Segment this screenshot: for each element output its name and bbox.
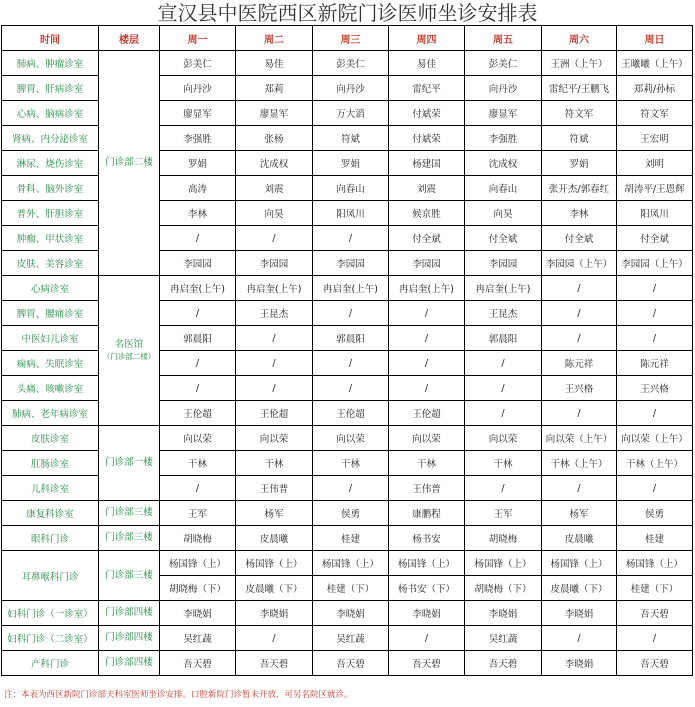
doctor-cell: / (617, 401, 693, 426)
doctor-cell: / (236, 626, 313, 651)
doctor-cell: / (542, 326, 617, 351)
dept-cell: 肾病、内分泌诊室 (2, 126, 99, 151)
floor-cell: 门诊部四楼 (99, 601, 160, 626)
floor-cell (99, 276, 160, 426)
doctor-cell: 杨国锋（上） (313, 551, 389, 576)
dept-cell: 产科门诊 (2, 651, 99, 676)
dept-cell: 皮肤诊室 (2, 426, 99, 451)
doctor-cell: 高涛 (160, 176, 236, 201)
doctor-cell: / (160, 351, 236, 376)
doctor-cell: 付全斌 (465, 226, 542, 251)
doctor-cell: 吾天碧 (389, 651, 465, 676)
doctor-cell: 胡晓梅（下） (465, 576, 542, 601)
doctor-cell: 李晓娟 (389, 601, 465, 626)
doctor-cell: 杨国锋（上） (617, 551, 693, 576)
doctor-cell: 王伦超 (160, 401, 236, 426)
doctor-cell: 符文军 (542, 101, 617, 126)
doctor-cell: 郭晨阳 (313, 326, 389, 351)
doctor-cell: 皮晨曦 (542, 526, 617, 551)
doctor-cell: 侯勇 (313, 501, 389, 526)
doctor-cell: 向春山 (465, 176, 542, 201)
doctor-cell: 雷纪平/王鹏飞 (542, 76, 617, 101)
dept-cell: 脾胃、腰痛诊室 (2, 301, 99, 326)
dept-cell: 儿科诊室 (2, 476, 99, 501)
doctor-cell: 符斌 (542, 126, 617, 151)
dept-cell: 康复科诊室 (2, 501, 99, 526)
doctor-cell: 皮晨曦（下） (542, 576, 617, 601)
doctor-cell: 王军 (160, 501, 236, 526)
doctor-cell: 廖显军 (160, 101, 236, 126)
doctor-cell: / (617, 626, 693, 651)
doctor-cell: 杨军 (542, 501, 617, 526)
doctor-cell: / (313, 476, 389, 501)
doctor-cell: 胡晓梅 (465, 526, 542, 551)
table-row (2, 601, 693, 626)
dept-cell: 头痛、咳嗽诊室 (2, 376, 99, 401)
doctor-cell: / (236, 226, 313, 251)
doctor-cell: 冉启奎(上午) (389, 276, 465, 301)
doctor-cell: 胡涛平/王恩辉 (617, 176, 693, 201)
doctor-cell: 杨国锋（上） (465, 551, 542, 576)
doctor-cell: 刘震 (389, 176, 465, 201)
doctor-cell: / (617, 301, 693, 326)
doctor-cell: 杨国锋（上） (389, 551, 465, 576)
doctor-cell: / (617, 326, 693, 351)
doctor-cell: 付斌荣 (389, 101, 465, 126)
doctor-cell: 王昆杰 (465, 301, 542, 326)
doctor-cell: 李晓娟 (542, 601, 617, 626)
doctor-cell: / (236, 376, 313, 401)
schedule-table (1, 25, 693, 676)
dept-cell: 普外、肝胆诊室 (2, 201, 99, 226)
doctor-cell: 罗娟 (160, 151, 236, 176)
doctor-cell: / (160, 476, 236, 501)
doctor-cell: 李园园 (389, 251, 465, 276)
doctor-cell: 吾天碧 (313, 651, 389, 676)
doctor-cell: 干林 (313, 451, 389, 476)
doctor-cell: 冉启奎(上午) (313, 276, 389, 301)
doctor-cell: 吾天碧 (160, 651, 236, 676)
doctor-cell: 冉启奎(上午) (160, 276, 236, 301)
dept-cell: 心病、脑病诊室 (2, 101, 99, 126)
doctor-cell: 郑莉/孙标 (617, 76, 693, 101)
doctor-cell: 向以荣（上午） (542, 426, 617, 451)
doctor-cell: 彭美仁 (313, 51, 389, 76)
dept-cell: 心病诊室 (2, 276, 99, 301)
doctor-cell: 桂建（下） (617, 576, 693, 601)
doctor-cell: 付全斌 (389, 226, 465, 251)
doctor-cell: 李强胜 (465, 126, 542, 151)
dept-cell: 肿瘤、甲状诊室 (2, 226, 99, 251)
table-row (2, 501, 693, 526)
header-cell: 时间 (2, 26, 99, 51)
header-cell: 周一 (160, 26, 236, 51)
dept-cell: 脾胃、肝病诊室 (2, 76, 99, 101)
doctor-cell: 李园园（上午） (542, 251, 617, 276)
floor-cell: 门诊部四楼 (99, 651, 160, 676)
doctor-cell: / (313, 301, 389, 326)
doctor-cell: 付全斌 (617, 226, 693, 251)
doctor-cell: 康鹏程 (389, 501, 465, 526)
doctor-cell: 李晓娟 (313, 601, 389, 626)
header-cell: 周日 (617, 26, 693, 51)
doctor-cell: 杨书安 (389, 526, 465, 551)
doctor-cell: 桂建（下） (313, 576, 389, 601)
doctor-cell: 王伦超 (313, 401, 389, 426)
doctor-cell: 向丹沙 (313, 76, 389, 101)
floor-sublabel: （门诊部二楼） (102, 351, 156, 361)
doctor-cell: 李园园 (465, 251, 542, 276)
floor-cell: 门诊部三楼 (99, 501, 160, 526)
doctor-cell: 刘震 (236, 176, 313, 201)
doctor-cell: 杨建国 (389, 151, 465, 176)
doctor-cell: 李晓娟 (160, 601, 236, 626)
dept-cell: 中医妇儿诊室 (2, 326, 99, 351)
doctor-cell: 沈成权 (465, 151, 542, 176)
doctor-cell: 王军 (465, 501, 542, 526)
doctor-cell: 王兴格 (542, 376, 617, 401)
dept-cell: 肺病、肿瘤诊室 (2, 51, 99, 76)
doctor-cell: 付全斌 (542, 226, 617, 251)
doctor-cell: / (465, 401, 542, 426)
doctor-cell: 向丹沙 (465, 76, 542, 101)
doctor-cell: 向以荣 (313, 426, 389, 451)
doctor-cell: 向以荣 (389, 426, 465, 451)
table-row (2, 526, 693, 551)
header-cell: 周六 (542, 26, 617, 51)
doctor-cell: / (313, 226, 389, 251)
doctor-cell: 易佳 (389, 51, 465, 76)
floor-cell: 门诊部一楼 (99, 426, 160, 501)
doctor-cell: 候京胜 (389, 201, 465, 226)
doctor-cell: 干林 (465, 451, 542, 476)
doctor-cell: 向以荣 (160, 426, 236, 451)
doctor-cell: 吴红蔬 (160, 626, 236, 651)
doctor-cell: 王伟普 (389, 476, 465, 501)
doctor-cell: / (542, 301, 617, 326)
header-cell: 周二 (236, 26, 313, 51)
doctor-cell: 杨军 (236, 501, 313, 526)
doctor-cell: / (389, 301, 465, 326)
doctor-cell: 吾天碧 (617, 601, 693, 626)
doctor-cell: / (542, 476, 617, 501)
dept-cell: 肺病、老年病诊室 (2, 401, 99, 426)
doctor-cell: 冉启奎(上午) (236, 276, 313, 301)
doctor-cell: 吾天碧 (617, 651, 693, 676)
doctor-cell: 王兴格 (617, 376, 693, 401)
doctor-cell: 陈元祥 (617, 351, 693, 376)
doctor-cell: / (160, 226, 236, 251)
dept-cell: 皮肤、美容诊室 (2, 251, 99, 276)
doctor-cell: 向春山 (313, 176, 389, 201)
doctor-cell: 王洲（上午） (542, 51, 617, 76)
floor-cell: 门诊部三楼 (99, 526, 160, 551)
header-cell: 周三 (313, 26, 389, 51)
doctor-cell: 王伟普 (236, 476, 313, 501)
doctor-cell: 李强胜 (160, 126, 236, 151)
doctor-cell: 干林 (160, 451, 236, 476)
doctor-cell: 胡晓梅 (160, 526, 236, 551)
dept-cell: 妇科门诊（一诊室） (2, 601, 99, 626)
table-row (2, 426, 693, 451)
doctor-cell: 彭美仁 (465, 51, 542, 76)
doctor-cell: / (389, 376, 465, 401)
doctor-cell: 陈元祥 (542, 351, 617, 376)
doctor-cell: 李林 (542, 201, 617, 226)
doctor-cell: 李园园 (236, 251, 313, 276)
doctor-cell: 杨国锋（上） (160, 551, 236, 576)
table-row (2, 276, 693, 301)
doctor-cell: 李林 (160, 201, 236, 226)
doctor-cell: 刘明 (617, 151, 693, 176)
doctor-cell: / (313, 376, 389, 401)
footnote: 注：本表为西区新院门诊部夫科室医师坐诊安排。口腔新院门诊暂未开放，可另名院区就诊。 (4, 690, 353, 700)
doctor-cell: / (465, 351, 542, 376)
doctor-cell: 李园园 (160, 251, 236, 276)
doctor-cell: 干林 (389, 451, 465, 476)
doctor-cell: 易佳 (236, 51, 313, 76)
doctor-cell: 皮晨曦 (236, 526, 313, 551)
doctor-cell: 向以荣 (236, 426, 313, 451)
table-row (2, 651, 693, 676)
doctor-cell: 廖显军 (236, 101, 313, 126)
doctor-cell: 王伦超 (389, 401, 465, 426)
doctor-cell: 罗娟 (313, 151, 389, 176)
doctor-cell: 李园园（上午） (617, 251, 693, 276)
doctor-cell: / (465, 476, 542, 501)
doctor-cell: 罗娟 (542, 151, 617, 176)
dept-cell: 眼科门诊 (2, 526, 99, 551)
doctor-cell: / (617, 276, 693, 301)
doctor-cell: 王曦曦（上午） (617, 51, 693, 76)
doctor-cell: 干林（上午） (617, 451, 693, 476)
doctor-cell: / (236, 351, 313, 376)
doctor-cell: 李晓娟 (236, 601, 313, 626)
floor-cell: 门诊部四楼 (99, 626, 160, 651)
doctor-cell: / (465, 376, 542, 401)
doctor-cell: 杨国锋（上） (236, 551, 313, 576)
doctor-cell: 张杨 (236, 126, 313, 151)
doctor-cell: 桂建 (617, 526, 693, 551)
doctor-cell: / (389, 351, 465, 376)
doctor-cell: / (313, 351, 389, 376)
doctor-cell: 胡晓梅（下） (160, 576, 236, 601)
doctor-cell: 王昆杰 (236, 301, 313, 326)
doctor-cell: 沈成权 (236, 151, 313, 176)
table-row (2, 551, 693, 576)
doctor-cell: 阳凤川 (313, 201, 389, 226)
doctor-cell: 付斌荣 (389, 126, 465, 151)
doctor-cell: 干林（上午） (542, 451, 617, 476)
doctor-cell: / (160, 376, 236, 401)
floor-cell: 门诊部三楼 (99, 551, 160, 601)
doctor-cell: 向昊 (236, 201, 313, 226)
doctor-cell: / (617, 476, 693, 501)
doctor-cell: / (542, 401, 617, 426)
page-title: 宣汉县中医院西区新院门诊医师坐诊安排表 (157, 1, 538, 25)
doctor-cell: 廖显军 (465, 101, 542, 126)
header-cell: 周四 (389, 26, 465, 51)
doctor-cell: 向昊 (465, 201, 542, 226)
dept-cell: 骨科、脑外诊室 (2, 176, 99, 201)
doctor-cell: 郑莉 (236, 76, 313, 101)
doctor-cell: 杨书安（下） (389, 576, 465, 601)
doctor-cell: / (542, 626, 617, 651)
doctor-cell: / (542, 276, 617, 301)
doctor-cell: 郭晨阳 (465, 326, 542, 351)
doctor-cell: 符斌 (313, 126, 389, 151)
doctor-cell: 李晓娟 (465, 601, 542, 626)
doctor-cell: 冉启奎(上午) (465, 276, 542, 301)
doctor-cell: 吾天碧 (465, 651, 542, 676)
doctor-cell: 符文军 (617, 101, 693, 126)
doctor-cell: 张开杰/郭春红 (542, 176, 617, 201)
dept-cell: 妇科门诊（二诊室） (2, 626, 99, 651)
doctor-cell: / (389, 626, 465, 651)
doctor-cell: 向以荣 (465, 426, 542, 451)
dept-cell: 肛肠诊室 (2, 451, 99, 476)
doctor-cell: 郭晨阳 (160, 326, 236, 351)
dept-cell: 耳鼻喉科门诊 (2, 551, 99, 601)
doctor-cell: 王宏明 (617, 126, 693, 151)
doctor-cell: 吾天碧 (236, 651, 313, 676)
doctor-cell: 桂建 (313, 526, 389, 551)
dept-cell: 淋尿、烧伤诊室 (2, 151, 99, 176)
doctor-cell: 李晓娟 (542, 651, 617, 676)
floor-cell: 门诊部二楼 (99, 51, 160, 276)
doctor-cell: 阳凤川 (617, 201, 693, 226)
header-cell: 周五 (465, 26, 542, 51)
doctor-cell: 向丹沙 (160, 76, 236, 101)
doctor-cell: 侯勇 (617, 501, 693, 526)
doctor-cell: 王伦超 (236, 401, 313, 426)
doctor-cell: / (389, 326, 465, 351)
doctor-cell: 彭美仁 (160, 51, 236, 76)
doctor-cell: 杨国锋（上） (542, 551, 617, 576)
header-row (2, 26, 693, 51)
doctor-cell: 李园园 (313, 251, 389, 276)
doctor-cell: / (236, 326, 313, 351)
doctor-cell: 吴红蔬 (465, 626, 542, 651)
doctor-cell: 向以荣（上午） (617, 426, 693, 451)
doctor-cell: 皮晨曦（下） (236, 576, 313, 601)
doctor-cell: 吴红蔬 (313, 626, 389, 651)
table-row (2, 626, 693, 651)
doctor-cell: 万大滔 (313, 101, 389, 126)
dept-cell: 痫病、失眠诊室 (2, 351, 99, 376)
header-cell: 楼层 (99, 26, 160, 51)
floor-label: 名医馆 (114, 338, 144, 350)
doctor-cell: / (160, 301, 236, 326)
doctor-cell: 雷纪平 (389, 76, 465, 101)
doctor-cell: 干林 (236, 451, 313, 476)
table-row (2, 51, 693, 76)
